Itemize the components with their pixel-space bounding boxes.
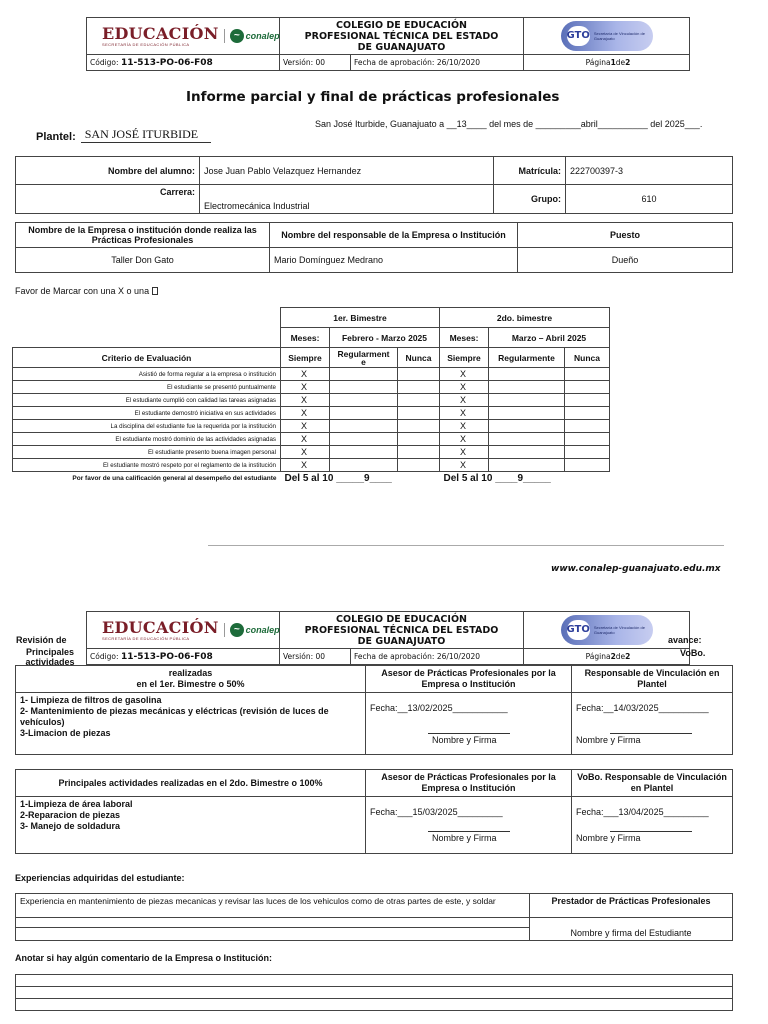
mark-bim1-nunca[interactable] bbox=[398, 368, 440, 381]
institution-title: COLEGIO DE EDUCACIÓN PROFESIONAL TÉCNICA DEL ESTADO DE GUANAJUATO bbox=[280, 18, 524, 54]
mark-bim2-nunca[interactable] bbox=[565, 420, 610, 433]
mark-bim1-nunca[interactable] bbox=[398, 446, 440, 459]
general-grade-bimester-1: Del 5 al 10 _____9____ bbox=[281, 472, 440, 486]
conalep-icon: ~ bbox=[230, 29, 244, 43]
institution-title: COLEGIO DE EDUCACIÓN PROFESIONAL TÉCNICA DEL ESTADO DE GUANAJUATO bbox=[280, 612, 524, 648]
criterion-label: La disciplina del estudiante fue la requerida por la institución bbox=[13, 420, 281, 433]
revision-label: Revisión de bbox=[16, 635, 67, 645]
gto-icon: GTO bbox=[567, 26, 590, 46]
evaluation-row bbox=[13, 433, 610, 446]
mark-bim1-siempre[interactable]: X bbox=[281, 446, 330, 459]
mark-bim2-siempre[interactable]: X bbox=[440, 368, 489, 381]
evaluation-row bbox=[13, 381, 610, 394]
document-code: Código: 11-513-PO-06-F08 bbox=[87, 649, 280, 664]
gto-logo: GTO Secretaría de Vinculación de Guanajuato bbox=[524, 18, 689, 54]
mark-bim2-nunca[interactable] bbox=[565, 368, 610, 381]
conalep-logo: ~ conalep bbox=[224, 623, 280, 637]
mark-bim2-regular[interactable] bbox=[489, 459, 565, 472]
criterion-label: El estudiante se presentó puntualmente bbox=[13, 381, 281, 394]
mark-bim1-regular[interactable] bbox=[330, 381, 398, 394]
footer-url: www.conalep-guanajuato.edu.mx bbox=[551, 564, 721, 574]
criterion-label: El estudiante demostró iniciativa en sus actividades bbox=[13, 407, 281, 420]
mark-bim2-siempre[interactable]: X bbox=[440, 381, 489, 394]
mark-bim2-siempre[interactable]: X bbox=[440, 394, 489, 407]
activities-bimester-2-list: 1-Limpieza de área laboral 2-Reparacion de piezas 3- Manejo de soldadura bbox=[16, 797, 366, 854]
criterion-label: El estudiante presento buena imagen personal bbox=[13, 446, 281, 459]
mark-bim2-regular[interactable] bbox=[489, 446, 565, 459]
mark-bim2-nunca[interactable] bbox=[565, 433, 610, 446]
activities-bimester-1-table: realizadas en el 1er. Bimestre o 50% Asesor de Prácticas Profesionales por la Empresa o Institución Responsable de Vinculación en Plantel 1- Limpieza de filtros de gasolina 2- Mantenimiento de piezas mecánicas y eléctricas (revisión de luces de vehículos) 3-Limacion de piezas Fecha:__13/02/2025___________ Nombre y Firma Fecha:__14/03/2025__________ Nombre y Firma bbox=[15, 665, 733, 755]
general-grade-label: Por favor de una calificación general al desempeño del estudiante bbox=[72, 475, 277, 483]
experiences-label: Experiencias adquiridas del estudiante: bbox=[15, 873, 185, 883]
mark-bim1-siempre[interactable]: X bbox=[281, 459, 330, 472]
mark-bim1-siempre[interactable]: X bbox=[281, 407, 330, 420]
student-info-table: Nombre del alumno: Jose Juan Pablo Velazquez Hernandez Matrícula: 222700397-3 Carrera: Electromecánica Industrial Grupo: 610 bbox=[15, 156, 733, 214]
student-name: Jose Juan Pablo Velazquez Hernandez bbox=[200, 157, 494, 185]
mark-bim1-siempre[interactable]: X bbox=[281, 433, 330, 446]
mark-bim2-siempre[interactable]: X bbox=[440, 433, 489, 446]
avance-label: avance: bbox=[668, 635, 702, 645]
mark-bim2-regular[interactable] bbox=[489, 407, 565, 420]
criterion-label: El estudiante mostró respeto por el reglamento de la institución bbox=[13, 459, 281, 472]
conalep-logo: ~ conalep bbox=[224, 29, 280, 43]
activities-label: Principales actividades bbox=[25, 647, 75, 667]
evaluation-table: 1er. Bimestre 2do. bimestre Meses: Febrero - Marzo 2025 Meses: Marzo – Abril 2025 Criterio de Evaluación Siempre Regularment e Nunca Siempre Regularmente Nunca Asistió de forma regular a la empresa o institución X X El estudiante se presentó puntualmente X X El estudiante cumplió con calidad las tareas asignadas X X El estudiante demostró iniciativa en sus actividades X X La disciplina del estudiante fue la requerida por la institución X X El estudiante mostró dominio de las actividades asignadas X X El estudiante presento buena imagen personal X X El estudiante mostró respeto por el reglamento de la institución X X Por favor de una calificación general al desempeño del estudiante Del 5 al 10 _____9____ Del 5 al 10 ____9_____ bbox=[12, 307, 610, 486]
education-logo-subtext: SECRETARÍA DE EDUCACIÓN PÚBLICA bbox=[102, 41, 190, 47]
student-matricula: 222700397-3 bbox=[566, 157, 733, 185]
comments-label: Anotar si hay algún comentario de la Empresa o Institución: bbox=[15, 953, 273, 963]
experiences-text: Experiencia en mantenimiento de piezas mecanicas y revisar las luces de los vehiculos como de otras partes de este, y soldar bbox=[16, 894, 530, 918]
plantel-value: SAN JOSÉ ITURBIDE bbox=[81, 127, 211, 143]
document-code: Código: 11-513-PO-06-F08 bbox=[87, 55, 280, 70]
place-date: San José Iturbide, Guanajuato a __13____ del mes de _________abril__________ del 2025___. bbox=[315, 119, 703, 129]
comments-table bbox=[15, 974, 733, 1011]
evaluation-row bbox=[13, 407, 610, 420]
mark-bim2-nunca[interactable] bbox=[565, 394, 610, 407]
mark-bim1-siempre[interactable]: X bbox=[281, 381, 330, 394]
liaison-date-2: Fecha:___13/04/2025_________ bbox=[576, 807, 709, 817]
mark-bim2-regular[interactable] bbox=[489, 433, 565, 446]
gto-icon: GTO bbox=[567, 620, 590, 640]
mark-bim1-regular[interactable] bbox=[330, 420, 398, 433]
criterion-label: El estudiante mostró dominio de las actividades asignadas bbox=[13, 433, 281, 446]
company-position: Dueño bbox=[518, 248, 733, 273]
criterion-label: El estudiante cumplió con calidad las tareas asignadas bbox=[13, 394, 281, 407]
education-logo: EDUCACIÓN SECRETARÍA DE EDUCACIÓN PÚBLICA ~ conalep bbox=[87, 612, 280, 648]
mark-bim1-regular[interactable] bbox=[330, 446, 398, 459]
mark-bim2-siempre[interactable]: X bbox=[440, 459, 489, 472]
mark-bim2-regular[interactable] bbox=[489, 420, 565, 433]
instruction-text: Favor de Marcar con una X o una bbox=[15, 286, 158, 296]
mark-bim1-nunca[interactable] bbox=[398, 459, 440, 472]
mark-bim1-nunca[interactable] bbox=[398, 407, 440, 420]
experiences-table: Experiencia en mantenimiento de piezas mecanicas y revisar las luces de los vehiculos como de otras partes de este, y soldar Prestador de Prácticas Profesionales Nombre y firma del Estudiante bbox=[15, 893, 733, 941]
vobo-label: VoBo. bbox=[680, 648, 706, 658]
company-table: Nombre de la Empresa o institución donde realiza las Prácticas Profesionales Nombre del responsable de la Empresa o Institución Puesto Taller Don Gato Mario Domínguez Medrano Dueño bbox=[15, 222, 733, 273]
mark-bim2-nunca[interactable] bbox=[565, 407, 610, 420]
evaluation-row bbox=[13, 420, 610, 433]
liaison-signature-label: Nombre y Firma bbox=[576, 735, 641, 745]
mark-bim2-regular[interactable] bbox=[489, 394, 565, 407]
general-grade-bimester-2: Del 5 al 10 ____9_____ bbox=[440, 472, 610, 486]
advisor-date-2: Fecha:___15/03/2025_________ bbox=[370, 807, 503, 817]
criterion-label: Asistió de forma regular a la empresa o institución bbox=[13, 368, 281, 381]
mark-bim2-nunca[interactable] bbox=[565, 459, 610, 472]
activities-bimester-1-list: 1- Limpieza de filtros de gasolina 2- Mantenimiento de piezas mecánicas y eléctricas (revisión de luces de vehículos) 3-Limacion de piezas bbox=[16, 693, 366, 755]
mark-bim1-nunca[interactable] bbox=[398, 394, 440, 407]
approval-date: Fecha de aprobación: 26/10/2020 bbox=[351, 55, 524, 70]
version: Versión: 00 bbox=[280, 55, 351, 70]
mark-bim1-siempre[interactable]: X bbox=[281, 394, 330, 407]
document-header-page-2: EDUCACIÓN SECRETARÍA DE EDUCACIÓN PÚBLICA ~ conalep COLEGIO DE EDUCACIÓN PROFESIONAL TÉCNICA DEL ESTADO DE GUANAJUATO GTO Secretaría de Vinculación de Guanajuato Código: 11-513-PO-06-F08 Versión: 00 Fecha de aprobación: 26/10/2020 Página 2 de 2 bbox=[86, 611, 690, 665]
gto-logo: GTO Secretaría de Vinculación de Guanajuato bbox=[524, 612, 689, 648]
activities-bimester-2-table: Principales actividades realizadas en el 2do. Bimestre o 100% Asesor de Prácticas Profesionales por la Empresa o Institución VoBo. Responsable de Vinculación en Plantel 1-Limpieza de área laboral 2-Reparacion de piezas 3- Manejo de soldadura Fecha:___15/03/2025_________ Nombre y Firma Fecha:___13/04/2025_________ Nombre y Firma bbox=[15, 769, 733, 854]
mark-bim1-nunca[interactable] bbox=[398, 420, 440, 433]
mark-bim1-regular[interactable] bbox=[330, 368, 398, 381]
mark-bim1-siempre[interactable]: X bbox=[281, 368, 330, 381]
mark-bim2-siempre[interactable]: X bbox=[440, 407, 489, 420]
education-logo bbox=[87, 18, 280, 54]
advisor-signature-label: Nombre y Firma bbox=[432, 735, 497, 745]
conalep-icon: ~ bbox=[230, 623, 244, 637]
liaison-date-1: Fecha:__14/03/2025__________ bbox=[576, 703, 709, 713]
report-title: Informe parcial y final de prácticas profesionales bbox=[186, 89, 560, 105]
evaluation-row bbox=[13, 459, 610, 472]
evaluation-row bbox=[13, 368, 610, 381]
mark-bim2-siempre[interactable]: X bbox=[440, 420, 489, 433]
page-number: Página 1 de 2 bbox=[585, 58, 631, 67]
student-career: Electromecánica Industrial bbox=[200, 185, 494, 214]
mark-bim1-nunca[interactable] bbox=[398, 381, 440, 394]
mark-bim1-siempre[interactable]: X bbox=[281, 420, 330, 433]
mark-bim1-regular[interactable] bbox=[330, 407, 398, 420]
mark-bim1-regular[interactable] bbox=[330, 433, 398, 446]
plantel: Plantel: SAN JOSÉ ITURBIDE bbox=[36, 127, 211, 143]
mark-bim1-nunca[interactable] bbox=[398, 433, 440, 446]
page-number: Página 2 de 2 bbox=[585, 652, 631, 661]
mark-bim1-regular[interactable] bbox=[330, 394, 398, 407]
mark-bim2-regular[interactable] bbox=[489, 381, 565, 394]
document-header bbox=[86, 17, 690, 71]
mark-bim2-nunca[interactable] bbox=[565, 381, 610, 394]
company-name: Taller Don Gato bbox=[16, 248, 270, 273]
student-group: 610 bbox=[566, 185, 733, 214]
evaluation-row bbox=[13, 394, 610, 407]
evaluation-row bbox=[13, 446, 610, 459]
company-responsible: Mario Domínguez Medrano bbox=[270, 248, 518, 273]
student-signature-label: Nombre y firma del Estudiante bbox=[530, 918, 733, 941]
footer-divider bbox=[208, 545, 724, 546]
education-logo-text: EDUCACIÓN bbox=[102, 23, 219, 43]
mark-bim2-nunca[interactable] bbox=[565, 446, 610, 459]
mark-bim1-regular[interactable] bbox=[330, 459, 398, 472]
advisor-date-1: Fecha:__13/02/2025___________ bbox=[370, 703, 508, 713]
mark-bim2-siempre[interactable]: X bbox=[440, 446, 489, 459]
mark-bim2-regular[interactable] bbox=[489, 368, 565, 381]
checkbox-icon bbox=[152, 287, 158, 295]
